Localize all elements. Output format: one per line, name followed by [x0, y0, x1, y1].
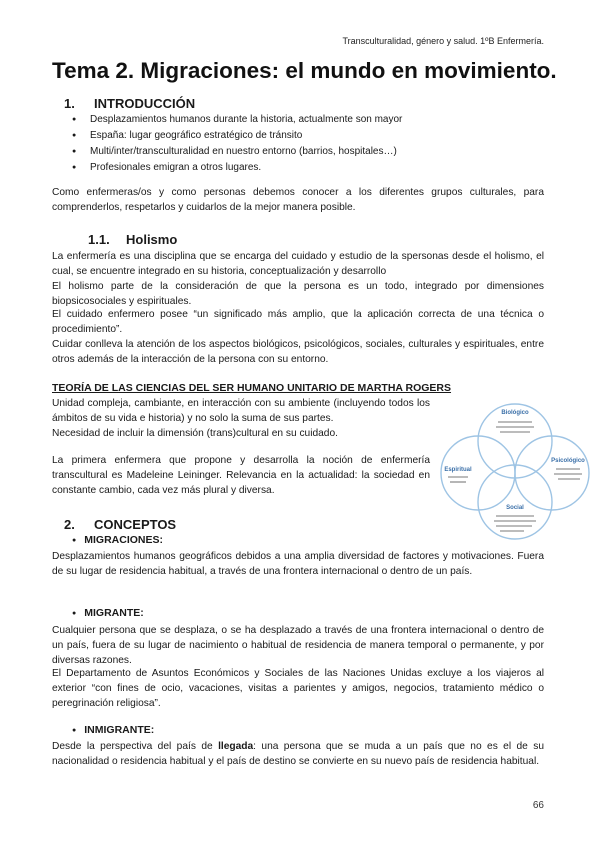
section-number: 1.: [64, 96, 75, 111]
page-number: 66: [532, 800, 544, 811]
list-item: ● Multi/inter/transculturalidad en nuestro entorno (barrios, hospitales…): [72, 144, 402, 160]
inmigrante-text-start: Desde la perspectiva del país de: [52, 741, 219, 752]
section-heading-conceptos: [64, 517, 176, 532]
holismo-paragraph-3: El cuidado enfermero posee “un significado más amplio, que la aplicación correcta de una técnica o procedimiento”.: [52, 309, 544, 336]
biological-label: Biológico: [501, 410, 529, 416]
subsection-number: 1.1.: [88, 232, 110, 247]
holismo-paragraph-2: El holismo parte de la consideración de que la persona es un todo, integrado por dimensiones biopsicosociales y espirituales.: [52, 281, 544, 308]
list-item: ● Profesionales emigran a otros lugares.: [72, 160, 402, 176]
rogers-paragraph-1: Unidad compleja, cambiante, en interacción con su ambiente (incluyendo todos los ámbitos de su vida e historia) y no solo la suma de sus partes.: [52, 398, 430, 425]
rogers-theory-heading: TEORÍA DE LAS CIENCIAS DEL SER HUMANO UNITARIO DE MARTHA ROGERS: [52, 382, 452, 394]
inmigrante-emphasis: llegada: [218, 741, 254, 752]
concept-migraciones-text: Desplazamientos humanos geográficos debidos a una amplia diversidad de factores y motivaciones. Fuera de su lugar de residencia habitual, a través de una frontera internacional o dentro de un país.: [52, 551, 544, 578]
section-title: INTRODUCCIÓN: [94, 96, 196, 111]
page-title: Tema 2. Migraciones: el mundo en movimiento.: [52, 58, 557, 83]
intro-paragraph: Como enfermeras/os y como personas debemos conocer a los diferentes grupos culturales, para comprenderlos, respetarlos y cuidarlos de la mejor manera posible.: [52, 187, 544, 214]
section-number: 2.: [64, 517, 75, 532]
subsection-heading-holismo: [88, 232, 177, 247]
concept-migrante-text-2: El Departamento de Asuntos Económicos y Sociales de las Naciones Unidas excluye a los viajeros al exterior “con fines de ocio, vacaciones, visitas a parientes y amigos, negocios, tratamiento médico o peregrinación religiosa”.: [52, 668, 544, 710]
social-label: Social: [506, 505, 524, 511]
running-header: Transculturalidad, género y salud. 1ºB Enfermería.: [342, 36, 544, 46]
section-heading-introduccion: [64, 96, 195, 111]
intro-bullet-list: [72, 112, 402, 176]
inmigrante-text-end: : una persona que se muda a un país que no es el de su nacionalidad o residencia habitual y el país de destino se convierte en su nuevo país de residencia habitual.: [52, 741, 545, 768]
concept-migraciones-label: ● MIGRACIONES:: [72, 534, 163, 546]
concept-migrante-text-1: Cualquier persona que se desplaza, o se ha desplazado a través de una frontera internacional o dentro de un país, fuera de su lugar de nacimiento o habitual de residencia de manera temporal o permanente, y por diversas razones.: [52, 625, 544, 667]
concept-migrante-label: ● MIGRANTE:: [72, 607, 144, 619]
rogers-paragraph-2: Necesidad de incluir la dimensión (trans)cultural en su cuidado.: [52, 428, 338, 439]
spiritual-label: Espiritual: [444, 467, 472, 473]
holismo-paragraph-1: La enfermería es una disciplina que se encarga del cuidado y estudio de la spersonas desde el holismo, el cual, se encuentre integrado en su historia, conceptualización y desarrollo: [52, 251, 544, 278]
subsection-title: Holismo: [126, 232, 178, 247]
psychological-label: Psicológico: [551, 458, 585, 464]
list-item: ● España: lugar geográfico estratégico de tránsito: [72, 128, 402, 144]
list-item: ● Desplazamientos humanos durante la historia, actualmente son mayor: [72, 112, 402, 128]
concept-inmigrante-text: [52, 739, 544, 769]
section-title: CONCEPTOS: [94, 517, 177, 532]
concept-inmigrante-label: ● INMIGRANTE:: [72, 724, 154, 736]
rogers-paragraph-3: La primera enfermera que propone y desarrolla la noción de enfermería transcultural es Madeleine Leininger. Relevancia en la actualidad: la sociedad en constante cambio, cada vez más plural y diversa.: [52, 455, 430, 497]
holismo-paragraph-4: Cuidar conlleva la atención de los aspectos biológicos, psicológicos, sociales, culturales y espirituales, entre otros además de la interacción de la persona con su entorno.: [52, 339, 544, 366]
holism-venn-diagram: [440, 398, 590, 540]
